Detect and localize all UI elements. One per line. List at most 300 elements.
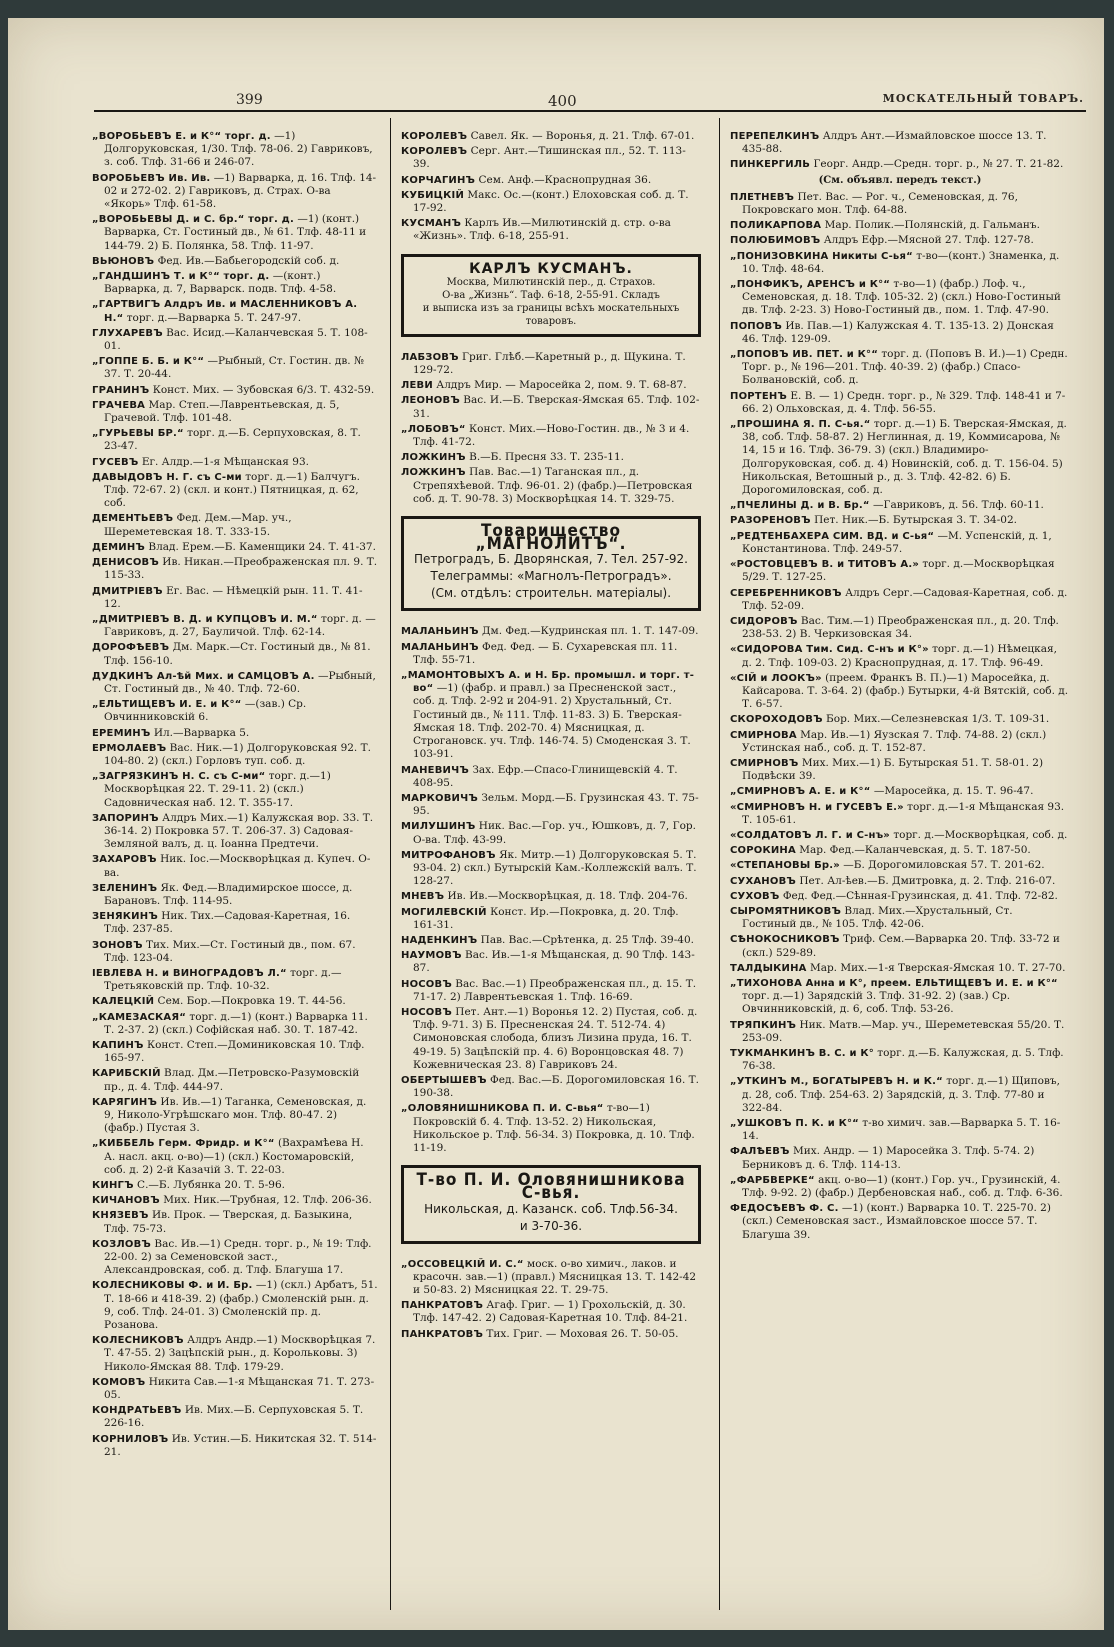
entry-details: Зах. Ефр.—Спасо-Глинищевскій 4. Т. 408-95.	[413, 763, 678, 789]
directory-entry	[401, 764, 701, 790]
left-page-number: 399	[236, 92, 263, 108]
entry-name: КУСМАНЪ	[401, 218, 462, 230]
directory-entry	[401, 1258, 701, 1298]
directory-entry	[730, 785, 1070, 798]
entry-details: Ил.—Варварка 5.	[153, 726, 250, 739]
directory-entry	[730, 348, 1070, 388]
entry-name: «СМИРНОВЪ Н. и ГУСЕВЪ Е.»	[730, 801, 904, 813]
entry-name: РАЗОРЕНОВЪ	[730, 515, 811, 527]
entry-name: СМИРНОВЪ	[730, 757, 799, 769]
directory-entry	[401, 1102, 701, 1155]
directory-entry	[92, 1404, 378, 1430]
entry-name: „ПОПОВЪ ИВ. ПЕТ. и К°“	[730, 349, 879, 361]
entry-details: Сем. Анф.—Краснопрудная 36.	[478, 173, 652, 186]
entry-name: ГЛУХАРЕВЪ	[92, 327, 163, 339]
entry-details: Алдръ Мир. — Маросейка 2, пом. 9. Т. 68-87.	[436, 379, 687, 392]
directory-entry	[92, 812, 378, 852]
entry-name: «СІЙ и ЛООКЪ»	[730, 672, 822, 684]
entry-name: ГРАНИНЪ	[92, 384, 150, 396]
directory-entry	[730, 219, 1070, 232]
directory-entry	[730, 558, 1070, 584]
entry-details: Мар. Фед.—Каланчевская, д. 5. Т. 187-50.	[799, 844, 1031, 857]
directory-entry	[730, 1047, 1070, 1073]
entry-name: ДУДКИНЪ Ал-ѣй Мих. и САМЦОВЪ А.	[92, 670, 315, 682]
entry-details: С.—Б. Лубянка 20. Т. 5-96.	[137, 1179, 285, 1192]
directory-entry	[730, 962, 1070, 975]
entry-name: ЗОНОВЪ	[92, 939, 143, 951]
entry-details: торг. д.—Москворѣцкая 5/29. Т. 127-25.	[742, 558, 1055, 584]
directory-entry	[730, 615, 1070, 641]
entry-name: ПАНКРАТОВЪ	[401, 1300, 484, 1312]
entry-name: СОРОКИНА	[730, 845, 796, 857]
entry-details: Влад. Мих.—Хрустальный, Ст. Гостиный дв., № 105. Тлф. 42-06.	[742, 904, 1013, 931]
directory-entry	[401, 451, 701, 464]
entry-details: т-во—(конт.) Знаменка, д. 10. Тлф. 48-64.	[742, 249, 1060, 275]
entry-name: ТУКМАНКИНЪ В. С. и К°	[730, 1048, 874, 1059]
directory-entry	[92, 853, 378, 879]
advert-line: Телеграммы: «Магнолъ-Петроградъ».	[430, 569, 672, 584]
directory-entry	[730, 829, 1070, 842]
directory-entry	[401, 1074, 701, 1100]
entries-group-c	[401, 625, 701, 1155]
directory-entry	[92, 213, 378, 253]
directory-entry	[92, 471, 378, 511]
entry-details: Мар. Степ.—Лаврентьевская, д. 5, Грачевой. Тлф. 101-48.	[104, 398, 340, 425]
entry-name: ПОРТЕНЪ	[730, 390, 788, 402]
column-left	[92, 130, 378, 1620]
directory-entry	[730, 320, 1070, 346]
entry-details: Пет. Ал-ѣев.—Б. Дмитровка, д. 2. Тлф. 216-07.	[799, 874, 1056, 887]
entry-name: КНЯЗЕВЪ	[92, 1210, 149, 1222]
entry-details: Пет. Вас. — Рог. ч., Семеновская, д. 76, Покровскаго мон. Тлф. 64-88.	[742, 190, 1018, 217]
directory-entry	[730, 844, 1070, 857]
entry-details: Ив. Пав.—1) Калужская 4. Т. 135-13. 2) Донская 46. Тлф. 129-09.	[742, 319, 1054, 345]
entry-name: „РЕДТЕНБАХЕРА СИМ. ВД. и С-ья“	[730, 530, 935, 542]
directory-entry	[92, 512, 378, 538]
entry-details: —1) Долгоруковская, 1/30. Тлф. 78-06. 2) Гавриковъ, з. соб. Тлф. 31-66 и 246-07.	[104, 130, 373, 169]
entry-name: ВОРОБЬЕВЪ Ив. Ив.	[92, 172, 211, 184]
entry-details: Е. В. — 1) Средн. торг. р., № 329. Тлф. 148-41 и 7-66. 2) Ольховская, д. 4. Тлф. 56-55.	[742, 389, 1066, 415]
entry-name: КОРОЛЕВЪ	[401, 131, 468, 142]
entry-name: „ГУРЬЕВЫ БР.“	[92, 428, 184, 440]
entry-name: ДЕМЕНТЬЕВЪ	[92, 513, 174, 525]
entry-name: ЛОЖКИНЪ	[401, 452, 466, 464]
directory-entry	[92, 1194, 378, 1207]
directory-entry	[730, 801, 1070, 827]
advert-line: и 3-70-36.	[519, 1218, 583, 1233]
directory-entry	[92, 995, 378, 1008]
entry-name: ОБЕРТЫШЕВЪ	[401, 1074, 487, 1086]
directory-entry	[92, 399, 378, 425]
entry-details: —Маросейка, д. 15. Т. 96-47.	[873, 785, 1034, 798]
entry-name: ЕРМОЛАЕВЪ	[92, 742, 167, 754]
entry-details: Вас. Вас.—1) Преображенская пл., д. 15. Т. 71-17. 2) Лаврентьевская 1. Тлф. 16-69.	[413, 977, 697, 1003]
entry-details: —1) (конт.) Варварка, Ст. Гостиный дв., № 61. Тлф. 48-11 и 144-79. 2) Б. Полянка, 58. Тлф. 11-97.	[104, 213, 367, 252]
entry-name: КОЗЛОВЪ	[92, 1238, 152, 1250]
directory-entry	[730, 890, 1070, 903]
entry-name: „ПОНФИКЪ, АРЕНСЪ и К°“	[730, 279, 891, 291]
entry-name: МИЛУШИНЪ	[401, 821, 476, 833]
entry-name: „ОЛОВЯНИШНИКОВА П. И. С-вья“	[401, 1103, 604, 1115]
entry-details: (Вахрамѣева Н. А. насл. акц. о-во)—1) (скл.) Костомаровскій, соб. д. 2) 2-й Казачій 3. Т. 22-03.	[104, 1137, 364, 1176]
entry-name: КАРИБСКІЙ	[92, 1068, 161, 1080]
entry-name: ВЬЮНОВЪ	[92, 255, 155, 267]
directory-entry	[92, 1433, 378, 1459]
entry-details: Алдръ Мих.—1) Калужская вор. 33. Т. 36-14. 2) Покровка 57. Т. 206-37. 3) Садовая-Земляной валъ, д. ц. Іоанна Предтечи.	[104, 811, 374, 851]
directory-entry	[401, 217, 701, 243]
entry-name: КАПИНЪ	[92, 1040, 144, 1051]
directory-entry	[730, 587, 1070, 613]
entry-name: ДЕНИСОВЪ	[92, 557, 159, 569]
entry-name: МНЕВЪ	[401, 891, 445, 903]
entry-name: СЫРОМЯТНИКОВЪ	[730, 905, 842, 917]
directory-entry	[401, 625, 701, 638]
entry-details: т-во—1) (фабр.) Лоф. ч., Семеновская, д. 18. Тлф. 105-32. 2) (скл.) Ново-Гостиный дв. Тлф. 2-23. 3) Ново-Гостиный дв., пом. 1. Тлф. 47-90.	[742, 278, 1061, 317]
entry-details: Никита Сав.—1-я Мѣщанская 71. Т. 273-05.	[104, 1375, 375, 1402]
entry-details: Серг. Ант.—Тишинская пл., 52. Т. 113-39.	[413, 145, 686, 171]
directory-entry	[730, 1019, 1070, 1045]
entry-name: ЗЕНЯКИНЪ	[92, 911, 158, 923]
entry-details: Фед. Дем.—Мар. уч., Шереметевская 18. Т. 333-15.	[104, 512, 292, 538]
entry-name: МАНЕВИЧЪ	[401, 764, 469, 776]
directory-entry	[730, 859, 1070, 872]
advert-line: Никольская, д. Казанск. соб. Тлф.56-34.	[424, 1201, 678, 1216]
entry-details: Алдръ Андр.—1) Москворѣцкая 7. Т. 47-55. 2) Зацѣпскій рын., д. Корольковы. 3) Николо-Ямская 88. Тлф. 179-29.	[104, 1334, 376, 1373]
entry-name: ФАЛѢЕВЪ	[730, 1146, 790, 1158]
advert-line: Москва, Милютинскій пер., д. Страхов.	[446, 276, 656, 288]
entry-name: „КАМЕЗАСКАЯ“	[92, 1011, 187, 1023]
entry-name: „ПРОШИНА Я. П. С-ья.“	[730, 419, 871, 431]
directory-entry	[92, 172, 378, 212]
directory-entry	[92, 1238, 378, 1278]
entry-name: „ОССОВЕЦКІЙ И. С.“	[401, 1258, 524, 1270]
directory-entry	[401, 130, 701, 143]
advert-olovyanishnikov	[401, 1165, 701, 1243]
directory-entry	[401, 351, 701, 377]
directory-entry	[92, 613, 378, 639]
directory-entry	[730, 390, 1070, 416]
section-title: МОСКАТЕЛЬНЫЙ ТОВАРЪ.	[882, 92, 1084, 105]
entry-details: торг. д.—Москворѣцкая, соб. д.	[893, 828, 1068, 841]
directory-entry	[401, 1328, 701, 1341]
directory-entry	[92, 698, 378, 724]
entry-details: торг. д.—1-я Мѣщанская 93. Т. 105-61.	[742, 800, 1065, 826]
column-right	[730, 130, 1070, 1620]
directory-entry	[92, 1067, 378, 1093]
entry-details: Зельм. Морд.—Б. Грузинская 43. Т. 75-95.	[413, 791, 699, 818]
entry-name: КОРНИЛОВЪ	[92, 1433, 169, 1445]
entry-details: В.—Б. Пресня 33. Т. 235-11.	[469, 451, 624, 464]
entry-details: Ив. Мих.—Б. Серпуховская 5. Т. 226-16.	[104, 1404, 364, 1430]
advert-title: Товарищество „МАГНОЛИТЪ“.	[475, 521, 627, 555]
directory-entry	[92, 585, 378, 611]
directory-entry	[730, 875, 1070, 888]
directory-entry	[92, 910, 378, 936]
directory-entry	[92, 1096, 378, 1136]
entry-name: КАЛЕЦКІЙ	[92, 996, 155, 1008]
directory-entry	[401, 189, 701, 215]
directory-entry	[401, 174, 701, 187]
directory-entry	[401, 423, 701, 449]
entry-name: „ВОРОБЬЕВЪ Е. и К°“ торг. д.	[92, 131, 271, 142]
entry-details: Сем. Бор.—Покровка 19. Т. 44-56.	[157, 995, 346, 1008]
directory-entry	[730, 499, 1070, 512]
entry-details: Алдръ Серг.—Садовая-Каретная, соб. д. Тлф. 52-09.	[742, 586, 1068, 612]
entry-name: «СИДОРОВА Тим. Сид. С-нъ и К°»	[730, 644, 929, 656]
entry-name: МАЛАНЬИНЪ	[401, 641, 479, 653]
entry-details: Ив. Ив.—Москворѣцкая, д. 18. Тлф. 204-76.	[447, 890, 688, 903]
directory-entry	[92, 939, 378, 965]
directory-entry	[92, 456, 378, 469]
entry-details: Вас. И.—Б. Тверская-Ямская 65. Тлф. 102-31.	[413, 394, 700, 420]
column-divider	[390, 118, 391, 1610]
entry-details: торг. д.—1) (конт.) Варварка 11. Т. 2-37. 2) (скл.) Софійская наб. 30. Т. 187-42.	[104, 1010, 368, 1036]
entry-name: ТРЯПКИНЪ	[730, 1019, 797, 1031]
entry-name: КОНДРАТЬЕВЪ	[92, 1405, 182, 1417]
directory-entry	[730, 905, 1070, 931]
directory-entry	[401, 949, 701, 975]
directory-entry	[401, 792, 701, 818]
directory-entry	[92, 427, 378, 453]
entry-details: Триф. Сем.—Варварка 20. Тлф. 33-72 и (скл.) 529-89.	[742, 933, 1060, 959]
entry-details: Пет. Ник.—Б. Бутырская 3. Т. 34-02.	[814, 514, 1017, 527]
entry-details: Мар. Полик.—Полянскій, д. Гальманъ.	[824, 219, 1040, 232]
entry-name: ЛАБЗОВЪ	[401, 351, 459, 363]
entry-details: Конст. Ир.—Покровка, д. 20. Тлф. 161-31.	[413, 905, 679, 931]
entry-name: СѢНОКОСНИКОВЪ	[730, 934, 840, 946]
directory-entry	[730, 278, 1070, 318]
entry-details: Бор. Мих.—Селезневская 1/3. Т. 109-31.	[826, 713, 1050, 726]
entry-details: торг. д.—Б. Калужская, д. 5. Тлф. 76-38.	[742, 1047, 1064, 1073]
directory-entry	[401, 394, 701, 420]
entry-name: ТАЛДЫКИНА	[730, 962, 807, 974]
entry-name: „ВОРОБЬЕВЫ Д. и С. бр.“ торг. д.	[92, 214, 294, 226]
entry-details: Вас. Исид.—Каланчевская 5. Т. 108-01.	[104, 326, 368, 353]
entry-name: „ТИХОНОВА Анна и К°, преем. ЕЛЬТИЩЕВЪ И. Е. и К°“	[730, 977, 1058, 989]
entry-name: „ЗАГРЯЗКИНЪ Н. С. съ С-ми“	[92, 771, 266, 783]
directory-entry	[92, 556, 378, 582]
entry-details: торг. д.—Варварка 5. Т. 247-97.	[126, 311, 302, 324]
entry-name: ПИНКЕРГИЛЬ	[730, 159, 811, 171]
entry-name: ПЛЕТНЕВЪ	[730, 191, 795, 203]
entry-details: Мар. Ив.—1) Яузская 7. Тлф. 74-88. 2) (скл.) Устинская наб., соб. д. Т. 152-87.	[742, 728, 1047, 754]
directory-entry	[401, 379, 701, 392]
entry-name: „УТКИНЪ М., БОГАТЫРЕВЪ Н. и К.“	[730, 1076, 943, 1088]
entry-name: „ПОНИЗОВКИНА Никиты С-ья“	[730, 250, 913, 262]
entry-name: „ЛОБОВЪ“	[401, 423, 466, 435]
entry-details: торг. д. (Поповъ В. И.)—1) Средн. Торг. р., № 196—201. Тлф. 40-39. 2) (фабр.) Спасо-Болвановскій, соб. д.	[742, 348, 1068, 387]
entry-details: —Рыбный, Ст. Гостиный дв., № 40. Тлф. 72-60.	[104, 669, 376, 695]
entry-details: Ег. Вас. — Нѣмецкій рын. 11. Т. 41-12.	[104, 584, 363, 610]
directory-entry	[730, 158, 1070, 171]
entry-name: „УШКОВЪ П. К. и К°“	[730, 1118, 859, 1130]
entry-details: —Гавриковъ, д. 56. Тлф. 60-11.	[873, 499, 1044, 512]
directory-page	[8, 18, 1104, 1630]
directory-entry	[92, 742, 378, 768]
entry-details: Георг. Андр.—Средн. торг. р., № 27. Т. 21-82.	[813, 158, 1064, 171]
directory-entry	[92, 1209, 378, 1235]
entry-details: —Б. Дорогомиловская 57. Т. 201-62.	[843, 859, 1045, 872]
directory-entry	[92, 882, 378, 908]
directory-entry	[401, 849, 701, 889]
entry-details: Пав. Вас.—Срѣтенка, д. 25 Тлф. 39-40.	[480, 933, 694, 946]
directory-entry	[401, 1299, 701, 1325]
entry-details: —1) (фабр. и правл.) за Пресненской заст., соб. д. Тлф. 2-92 и 204-91. 2) Хрустальный, Ст. Гостиный дв., № 111. Тлф. 11-83. 3) Б. Тверская-Ямская 18. Тлф. 202-70. 4) Мясницкая, д. Строгановск. уч. Тлф. 146-74. 5) Смоденская 3. Т. 103-91.	[413, 682, 691, 761]
entry-details: Ив. Прок. — Тверская, д. Базыкина, Тлф. 75-73.	[104, 1209, 353, 1235]
directory-entry	[730, 1117, 1070, 1143]
entry-details: Як. Митр.—1) Долгоруковская 5. Т. 93-04. 2) скл.) Бутырскій Кам.-Коллежскій валъ. Т. 128-27.	[413, 848, 697, 888]
entry-name: „ПЧЕЛИНЫ Д. и В. Бр.“	[730, 500, 870, 512]
entry-details: т-во химич. зав.—Варварка 5. Т. 16-14.	[742, 1117, 1061, 1143]
entry-details: Ник. Вас.—Гор. уч., Юшковъ, д. 7, Гор. О-ва. Тлф. 43-99.	[413, 820, 696, 846]
entry-name: «РОСТОВЦЕВЪ В. и ТИТОВЪ А.»	[730, 559, 919, 571]
advert-kusman	[401, 254, 701, 337]
directory-entry	[730, 643, 1070, 669]
entry-details: Тих. Григ. — Моховая 26. Т. 50-05.	[486, 1327, 679, 1340]
entries-group-b	[401, 351, 701, 506]
advert-title: Т-во П. И. Оловянишникова С-вья.	[416, 1170, 686, 1204]
entry-name: ДЕМИНЪ	[92, 541, 146, 553]
entry-details: (преем. Франкъ В. П.)—1) Маросейка, д. Кайсарова. Т. 3-64. 2) (фабр.) Бутырки, 4-й Вятскій, соб. д. Т. 6-57.	[742, 671, 1069, 711]
entry-details: торг. д.—1) Москворѣцкая 22. Т. 29-11. 2) (скл.) Садовническая наб. 12. Т. 355-17.	[104, 770, 331, 809]
entry-details: акц. о-во—1) (конт.) Гор. уч., Грузинскій, 4. Тлф. 9-92. 2) (фабр.) Дербеновская наб., соб. д. Тлф. 6-36.	[742, 1173, 1063, 1200]
entry-name: МАРКОВИЧЪ	[401, 792, 478, 804]
directory-entry	[730, 418, 1070, 497]
directory-entry	[730, 191, 1070, 217]
entry-details: Мих. Андр. — 1) Маросейка 3. Тлф. 5-74. 2) Берниковъ д. 6. Тлф. 114-13.	[742, 1145, 1035, 1171]
entry-name: ЛОЖКИНЪ	[401, 467, 466, 479]
directory-entry	[401, 890, 701, 903]
entry-name: ДАВЫДОВЪ Н. Г. съ С-ми	[92, 471, 242, 483]
directory-entry	[92, 770, 378, 810]
entry-details: Вас. Тим.—1) Преображенская пл., д. 20. Тлф. 238-53. 2) В. Черкизовская 34.	[742, 614, 1059, 641]
entry-details: Пет. Ант.—1) Воронья 12. 2) Пустая, соб. д. Тлф. 9-71. 3) Б. Пресненская 24. Т. 512-74. 4) Симоновская слобода, близъ Лизина пруда, 16. Т. 49-19. 5) Зацѣпскій пр. 4. 6) Воронцовская 48. 7) Кожевническая 23. 8) Гавриковъ 24.	[413, 1005, 698, 1071]
entry-name: ЛЕОНОВЪ	[401, 395, 460, 407]
directory-entry	[92, 1179, 378, 1192]
directory-entry	[401, 978, 701, 1004]
entry-name: „ЕЛЬТИЩЕВЪ И. Е. и К°“	[92, 699, 242, 711]
entry-details: Агаф. Григ. — 1) Грохольскій, д. 30. Тлф. 147-42. 2) Садовая-Каретная 10. Тлф. 84-21.	[413, 1299, 688, 1325]
entry-name: НОСОВЪ	[401, 1006, 452, 1018]
directory-entry	[401, 669, 701, 761]
directory-entry	[92, 327, 378, 353]
entries-group-a	[401, 130, 701, 244]
entry-name: КОРЧАГИНЪ	[401, 174, 476, 186]
entry-details: —1) (конт.) Варварка 10. Т. 225-70. 2) (скл.) Семеновская заст., Измайловское шоссе 57. Т. Благуша 39.	[742, 1202, 1051, 1241]
entry-name: МИТРОФАНОВЪ	[401, 849, 496, 861]
entry-name: ПОЛЮБИМОВЪ	[730, 235, 821, 247]
entry-details: Фед. Вас.—Б. Дорогомиловская 16. Т. 190-38.	[413, 1073, 700, 1100]
entry-details: Мих. Мих.—1) Б. Бутырская 51. Т. 58-01. 2) Подвѣски 39.	[742, 756, 1044, 783]
entry-name: ФЕДОСѢЕВЪ Ф. С.	[730, 1203, 839, 1215]
entry-details: Вас. Ник.—1) Долгоруковская 92. Т. 104-80. 2) (скл.) Горловъ туп. соб. д.	[104, 741, 371, 767]
entry-name: СИДОРОВЪ	[730, 615, 798, 627]
entry-name: НАУМОВЪ	[401, 950, 462, 962]
entry-name: „МАМОНТОВЫХЪ А. и Н. Бр. промышл. и торг. т-во“	[401, 670, 695, 695]
entry-details: —(зав.) Ср. Овчинниковскій 6.	[104, 698, 307, 724]
directory-entry	[401, 641, 701, 667]
entry-name: КАРЯГИНЪ	[92, 1096, 158, 1108]
entry-name: КУБИЦКІЙ	[401, 189, 465, 201]
entry-details: Влад. Дм.—Петровско-Разумовскій пр., д. 4. Тлф. 444-97.	[104, 1067, 360, 1093]
entry-name: СКОРОХОДОВЪ	[730, 714, 823, 726]
entry-details: —Рыбный, Ст. Гостин. дв. № 37. Т. 20-44.	[104, 355, 364, 381]
directory-entry	[401, 466, 701, 506]
entry-details: торг. д.—1) Нѣмецкая, д. 2. Тлф. 109-03. 2) Краснопрудная, д. 17. Тлф. 96-49.	[742, 643, 1057, 669]
entry-details: Ив. Устин.—Б. Никитская 32. Т. 514-21.	[104, 1432, 377, 1458]
entry-details: торг. д.—1) Зарядскій 3. Тлф. 31-92. 2) (зав.) Ср. Овчинниковскій, д. 6, соб. Тлф. 53-26.	[742, 990, 1011, 1016]
directory-entry	[730, 1145, 1070, 1171]
entry-details: Дм. Фед.—Кудринская пл. 1. Т. 147-09.	[482, 625, 699, 638]
directory-entry	[730, 1075, 1070, 1115]
entry-name: „ДМИТРІЕВЪ В. Д. и КУПЦОВЪ И. М.“	[92, 613, 318, 625]
entry-name: СУХАНОВЪ	[730, 875, 796, 887]
entry-name: КИНГЪ	[92, 1180, 134, 1192]
entry-details: Тих. Мих.—Ст. Гостиный дв., пом. 67. Тлф. 123-04.	[104, 938, 356, 964]
entry-name: ГУСЕВЪ	[92, 456, 139, 468]
entry-name: НАДЕНКИНЪ	[401, 934, 478, 946]
entry-details: Фед. Фед. — Б. Сухаревская пл. 11. Тлф. 55-71.	[413, 640, 678, 666]
entry-name: КОРОЛЕВЪ	[401, 146, 468, 158]
entry-details: Вас. Ив.—1-я Мѣщанская, д. 90 Тлф. 143-87.	[413, 949, 695, 975]
entry-details: Мих. Ник.—Трубная, 12. Тлф. 206-36.	[163, 1194, 372, 1207]
entry-details: —1) Варварка, д. 16. Тлф. 14-02 и 272-02. 2) Гавриковъ, д. Страх. О-ва «Якорь» Тлф. 61-58.	[104, 171, 377, 211]
directory-entry	[92, 255, 378, 268]
advert-line: Петроградъ, Б. Дворянская, 7. Тел. 257-92.	[413, 552, 688, 567]
entry-name: ІЕВЛЕВА Н. и ВИНОГРАДОВЪ Л.“	[92, 967, 287, 979]
directory-entry	[730, 1202, 1070, 1242]
entries-group-d	[401, 1258, 701, 1341]
entry-name: ЕРЕМИНЪ	[92, 727, 151, 739]
entry-name: СУХОВЪ	[730, 890, 780, 902]
entry-name: «СОЛДАТОВЪ Л. Г. и С-нъ»	[730, 829, 890, 841]
entry-details: Конст. Степ.—Доминиковская 10. Тлф. 165-97.	[104, 1039, 365, 1065]
directory-entry	[730, 130, 1070, 156]
entry-details: торг. д.—Б. Серпуховская, 8. Т. 23-47.	[104, 427, 361, 453]
directory-entry	[730, 250, 1070, 276]
entry-name: ДМИТРІЕВЪ	[92, 585, 163, 597]
directory-entry	[92, 298, 378, 324]
page-number: 400	[548, 92, 577, 110]
directory-entry	[92, 130, 378, 170]
entry-details: Ег. Алдр.—1-я Мѣщанская 93.	[141, 455, 309, 468]
entry-name: «СТЕПАНОВЫ Бр.»	[730, 860, 840, 872]
entry-details: Савел. Як. — Воронья, д. 21. Тлф. 67-01.	[470, 130, 695, 142]
directory-entry	[730, 234, 1070, 247]
entry-name: ЗАХАРОВЪ	[92, 854, 157, 866]
advert-line: (См. отдѣлъ: строительн. матеріалы).	[430, 586, 672, 601]
directory-entry	[92, 1137, 378, 1177]
directory-entry	[92, 727, 378, 740]
entry-details: торг. д.—1) Щиповъ, д. 28, соб. Тлф. 254-63. 2) Зарядскій, д. 3. Тлф. 77-80 и 322-84.	[742, 1075, 1060, 1114]
directory-entry	[92, 270, 378, 296]
directory-entry	[730, 713, 1070, 726]
column-divider	[719, 118, 720, 1610]
directory-entry	[92, 641, 378, 667]
entry-details: Пав. Вас.—1) Таганская пл., д. Стрепяхѣевой. Тлф. 96-01. 2) (фабр.)—Петровская соб. д. Т. 90-78. 3) Москворѣцкая 14. Т. 329-75.	[413, 466, 693, 505]
entry-name: ПАНКРАТОВЪ	[401, 1328, 484, 1340]
entry-name: „СМИРНОВЪ А. Е. и К°“	[730, 786, 871, 798]
entry-name: НОСОВЪ	[401, 978, 452, 990]
entry-details: Ник. Тих.—Садовая-Каретная, 16. Тлф. 237-85.	[104, 910, 351, 936]
entry-name: МАЛАНЬИНЪ	[401, 626, 479, 638]
entry-details: —1) (скл.) Арбатъ, 51. Т. 18-66 и 418-39. 2) (фабр.) Смоленскій рын. д. 9, соб. Тлф. 24-01. 3) Смоленскій пр. д. Розанова.	[104, 1279, 378, 1332]
column-middle	[401, 130, 701, 1620]
entry-name: ПОЛИКАРПОВА	[730, 220, 822, 232]
entry-name: „ГОППЕ Б. Б. и К°“	[92, 356, 205, 368]
entry-details: Ник. Матв.—Мар. уч., Шереметевская 55/20. Т. 253-09.	[742, 1018, 1065, 1044]
entry-details: Карлъ Ив.—Милютинскій д. стр. о-ва «Жизнь». Тлф. 6-18, 255-91.	[413, 217, 671, 243]
